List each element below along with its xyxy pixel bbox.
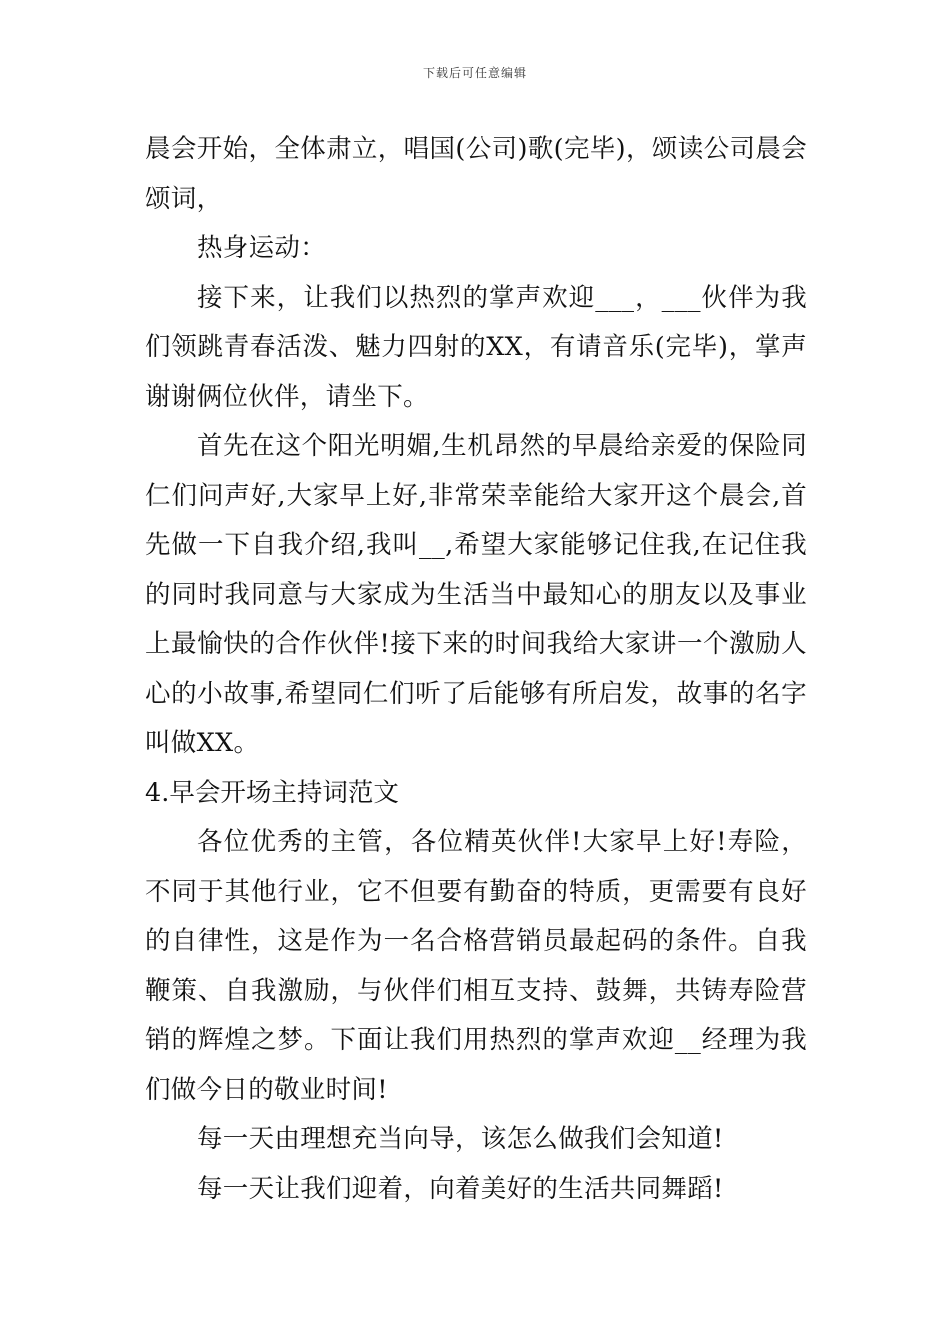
paragraph-warmup-intro: 接下来，让我们以热烈的掌声欢迎___，___伙伴为我们领跳青春活泼、魅力四射的XX，有请音乐(完毕)，掌声谢谢俩位伙伴，请坐下。 bbox=[145, 282, 807, 412]
paragraph-motto-line-2: 每一天让我们迎着，向着美好的生活共同舞蹈! bbox=[197, 1173, 724, 1204]
paragraph-host-opening: 各位优秀的主管，各位精英伙伴!大家早上好!寿险，不同于其他行业，它不但要有勤奋的特质，更需要有良好的自律性，这是作为一名合格营销员最起码的条件。自我鞭策、自我激励，与伙伴们相互支持、鼓舞，共铸寿险营销的辉煌之梦。下面让我们用热烈的掌声欢迎__经理为我们做今日的敬业时间! bbox=[145, 827, 807, 1105]
paragraph-warmup-label: 热身运动： bbox=[197, 233, 327, 263]
section-heading: 4.早会开场主持词范文 bbox=[145, 777, 399, 808]
paragraph-self-introduction: 首先在这个阳光明媚,生机昂然的早晨给亲爱的保险同仁们问声好,大家早上好,非常荣幸能给大家开这个晨会,首先做一下自我介绍,我叫__,希望大家能够记住我,在记住我的同时我同意与大家成为生活当中最知心的朋友以及事业上最愉快的合作伙伴!接下来的时间我给大家讲一个激励人心的小故事,希望同仁们听了后能够有所启发，故事的名字叫做XX。 bbox=[145, 431, 807, 758]
page-header: 下载后可任意编辑 bbox=[422, 66, 527, 80]
paragraph-motto-line-1: 每一天由理想充当向导，该怎么做我们会知道! bbox=[197, 1124, 724, 1154]
paragraph-morning-meeting-opening: 晨会开始，全体肃立，唱国(公司)歌(完毕)，颂读公司晨会颂词， bbox=[145, 134, 807, 214]
document-body bbox=[145, 125, 807, 1214]
